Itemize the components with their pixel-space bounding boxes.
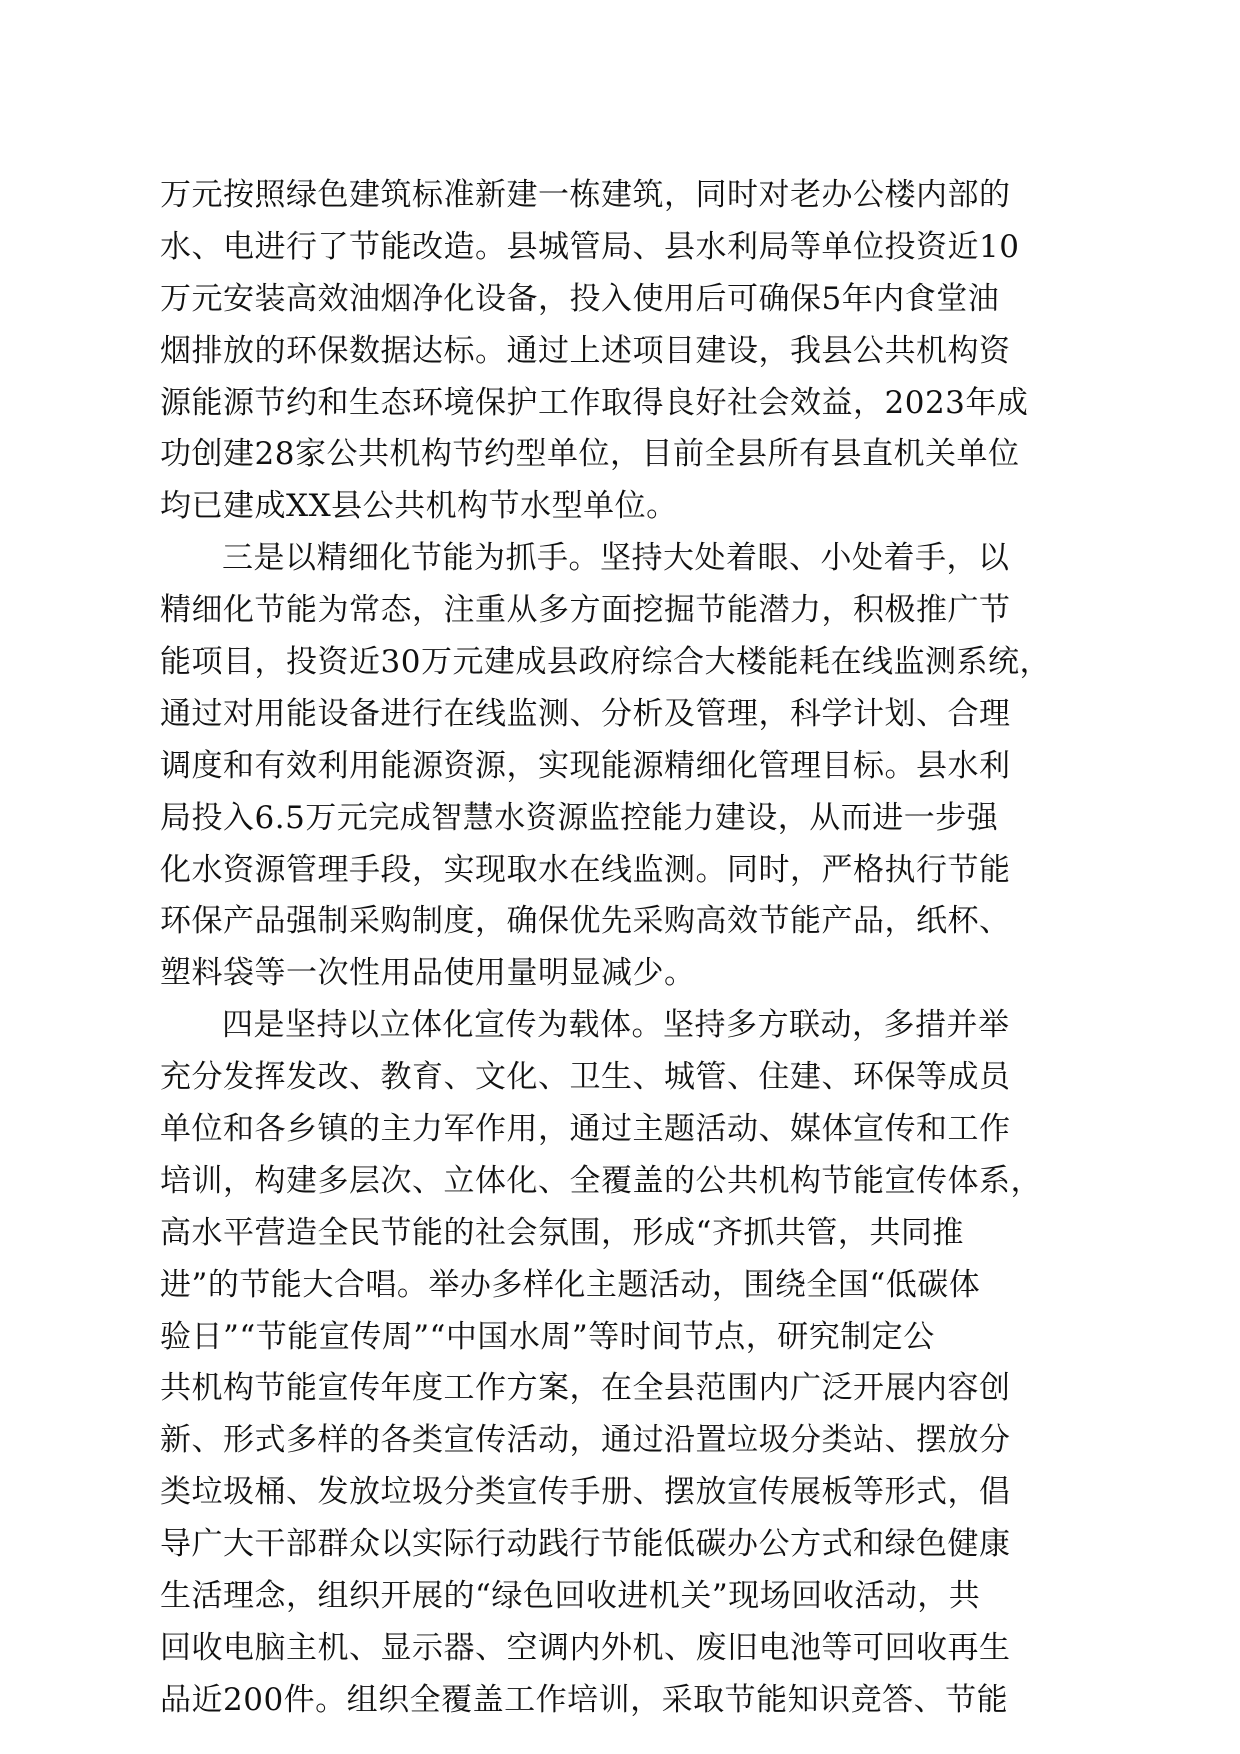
paragraph-start-line: 四是坚持以立体化宣传为载体。坚持多方联动，多措并举 bbox=[222, 1007, 1010, 1044]
text-line: 烟排放的环保数据达标。通过上述项目建设，我县公共机构资 bbox=[160, 332, 1011, 369]
text-line: 高水平营造全民节能的社会氛围，形成“齐抓共管，共同推 bbox=[160, 1214, 964, 1251]
text-line: 充分发挥发改、教育、文化、卫生、城管、住建、环保等成员 bbox=[160, 1059, 1011, 1096]
text-line: 类垃圾桶、发放垃圾分类宣传手册、摆放宣传展板等形式，倡 bbox=[160, 1474, 1011, 1511]
text-line: 源能源节约和生态环境保护工作取得良好社会效益，2023年成 bbox=[160, 384, 1029, 421]
text-line: 调度和有效利用能源资源，实现能源精细化管理目标。县水利 bbox=[160, 747, 1011, 784]
text-line: 化水资源管理手段，实现取水在线监测。同时，严格执行节能 bbox=[160, 851, 1011, 888]
text-line: 品近200件。组织全覆盖工作培训，采取节能知识竞答、节能 bbox=[160, 1681, 1009, 1718]
paragraph-start-line: 三是以精细化节能为抓手。坚持大处着眼、小处着手，以 bbox=[222, 540, 1010, 577]
text-line: 环保产品强制采购制度，确保优先采购高效节能产品，纸杯、 bbox=[160, 903, 1011, 940]
text-line: 能项目，投资近30万元建成县政府综合大楼能耗在线监测系统， bbox=[160, 644, 1051, 681]
text-line: 培训，构建多层次、立体化、全覆盖的公共机构节能宣传体系， bbox=[160, 1162, 1042, 1199]
text-line: 精细化节能为常态，注重从多方面挖掘节能潜力，积极推广节 bbox=[160, 592, 1011, 629]
text-line: 水、电进行了节能改造。县城管局、县水利局等单位投资近10 bbox=[160, 228, 1020, 265]
text-line: 共机构节能宣传年度工作方案，在全县范围内广泛开展内容创 bbox=[160, 1370, 1011, 1407]
text-line: 新、形式多样的各类宣传活动，通过沿置垃圾分类站、摆放分 bbox=[160, 1422, 1011, 1459]
text-line: 万元安装高效油烟净化设备，投入使用后可确保5年内食堂油 bbox=[160, 280, 1000, 317]
text-line: 导广大干部群众以实际行动践行节能低碳办公方式和绿色健康 bbox=[160, 1526, 1011, 1563]
text-line: 局投入6.5万元完成智慧水资源监控能力建设，从而进一步强 bbox=[160, 799, 999, 836]
text-line: 功创建28家公共机构节约型单位，目前全县所有县直机关单位 bbox=[160, 436, 1020, 473]
text-line: 通过对用能设备进行在线监测、分析及管理，科学计划、合理 bbox=[160, 695, 1011, 732]
text-line: 回收电脑主机、显示器、空调内外机、废旧电池等可回收再生 bbox=[160, 1629, 1011, 1666]
text-line: 塑料袋等一次性用品使用量明显减少。 bbox=[160, 955, 696, 992]
text-line: 进”的节能大合唱。举办多样化主题活动，围绕全国“低碳体 bbox=[160, 1266, 981, 1303]
text-line: 均已建成XX县公共机构节水型单位。 bbox=[160, 488, 678, 525]
text-line: 单位和各乡镇的主力军作用，通过主题活动、媒体宣传和工作 bbox=[160, 1111, 1011, 1148]
text-line: 生活理念，组织开展的“绿色回收进机关”现场回收活动，共 bbox=[160, 1578, 981, 1615]
text-line: 验日”“节能宣传周”“中国水周”等时间节点，研究制定公 bbox=[160, 1318, 935, 1355]
body-text bbox=[160, 170, 1080, 1727]
text-line: 万元按照绿色建筑标准新建一栋建筑，同时对老办公楼内部的 bbox=[160, 177, 1011, 213]
